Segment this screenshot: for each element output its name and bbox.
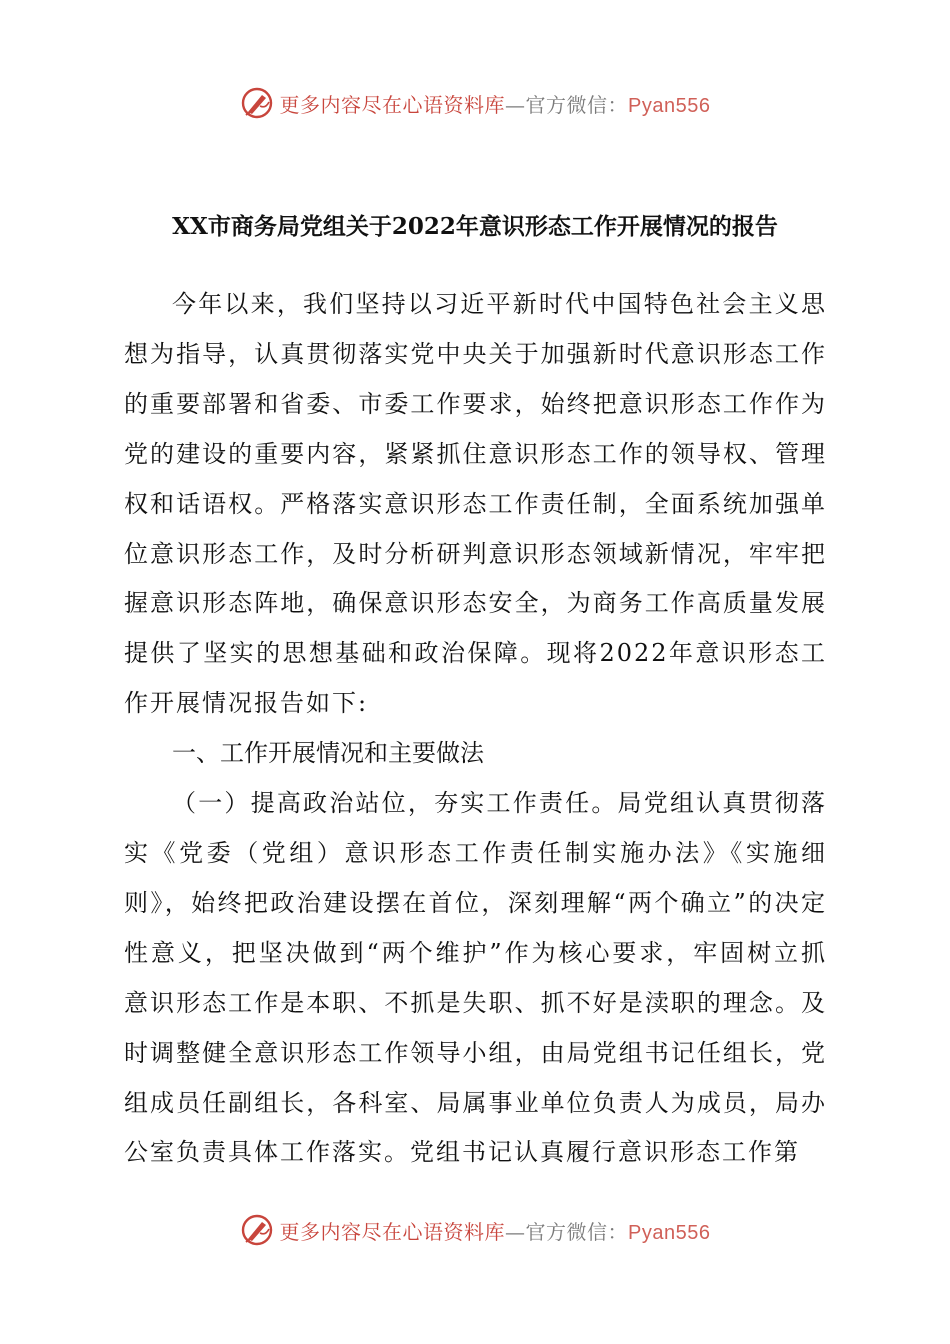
pen-circle-logo-icon (240, 1213, 274, 1247)
watermark-main-text: 更多内容尽在心语资料库 (279, 92, 506, 117)
document-body (124, 280, 827, 1178)
watermark-id: Pyan556 (628, 1221, 711, 1244)
section-heading: 一、工作开展情况和主要做法 (172, 739, 484, 768)
intro-paragraph: 今年以来，我们坚持以习近平新时代中国特色社会主义思想为指导，认真贯彻落实党中央关于加强新时代意识形态工作的重要部署和省委、市委工作要求，始终把意识形态工作作为党的建设的重要内容，紧紧抓住意识形态工作的领导权、管理权和话语权。严格落实意识形态工作责任制，全面系统加强单位意识形态工作，及时分析研判意识形态领域新情况，牢牢把握意识形态阵地，确保意识形态安全，为商务工作高质量发展提供了坚实的思想基础和政治保障。现将2022年意识形态工作开展情况报告如下: (124, 290, 827, 718)
watermark-banner-bottom (0, 1205, 950, 1255)
watermark-banner-top (0, 78, 950, 128)
watermark-dash: — (505, 92, 526, 117)
pen-circle-logo-icon (240, 86, 274, 120)
watermark-sub-text: 官方微信： (525, 1219, 629, 1244)
section-paragraph: （一）提高政治站位，夯实工作责任。局党组认真贯彻落实《党委（党组）意识形态工作责任制实施办法》《实施细则》，始终把政治建设摆在首位，深刻理解“两个确立”的决定性意义，把坚决做到“两个维护”作为核心要求，牢固树立抓意识形态工作是本职、不抓是失职、抓不好是渎职的理念。及时调整健全意识形态工作领导小组，由局党组书记任组长，党组成员任副组长，各科室、局属事业单位负责人为成员，局办公室负责具体工作落实。党组书记认真履行意识形态工作第 (124, 789, 827, 1167)
watermark-dash: — (505, 1219, 526, 1244)
watermark-id: Pyan556 (628, 94, 711, 117)
watermark-main-text: 更多内容尽在心语资料库 (279, 1219, 506, 1244)
document-title: XX市商务局党组关于2022年意识形态工作开展情况的报告 (172, 213, 778, 240)
watermark-sub-text: 官方微信： (525, 92, 629, 117)
